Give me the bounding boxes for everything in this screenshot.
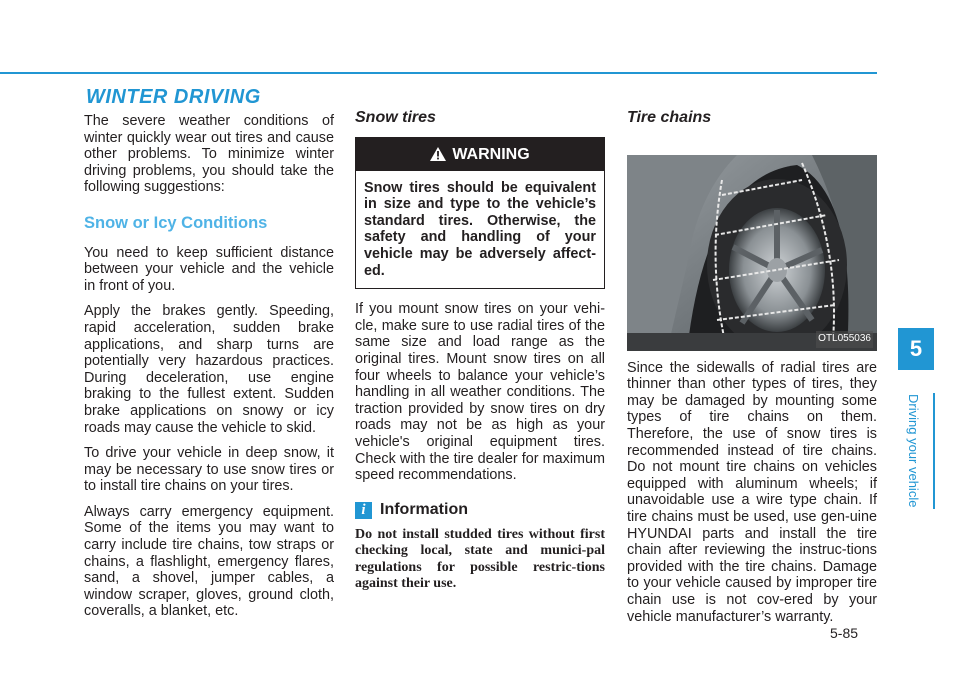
information-label: Information [380, 500, 468, 518]
chapter-label: Driving your vehicle [906, 394, 921, 508]
paragraph: You need to keep sufficient distance between your vehicle and the vehicle in front of you. [84, 244, 334, 294]
warning-label: WARNING [452, 145, 530, 163]
paragraph: Apply the brakes gently. Speeding, rapid acceleration, sudden brake applications, and sharp turns are potentially very hazardous practices. During deceleration, use engine braking to the fullest extent. Sudden brake applications on snowy or icy roads may cause the vehicle to skid. [84, 303, 334, 436]
column-middle [355, 110, 605, 593]
information-text: Do not install studded tires without first checking local, state and munici-pal regulations for possible restric-tions against their use. [355, 526, 605, 592]
page-number: 5-85 [830, 625, 859, 641]
warning-text: Snow tires should be equivalent in size and type to the vehicle’s standard tires. Otherwise, the safety and handling of your vehicle may be adversely affect-ed. [364, 179, 596, 279]
top-rule [0, 72, 877, 74]
chapter-tab: 5 [898, 328, 934, 370]
section-title: WINTER DRIVING [86, 86, 261, 108]
column-right [627, 110, 877, 634]
paragraph: Since the sidewalls of radial tires are thinner than other types of tires, they may be damaged by mounting some types of tire chains on them. Therefore, the use of snow tires is recommended instead of tire chains. Do not mount tire chains on vehicles equipped with aluminum wheels; if unavoidable use a wire type chain. If tire chains must be used, use gen-uine HYUNDAI parts and install the tire chain after reviewing the instruc-tions provided with the tire chains. Damage to your vehicle caused by improper tire chain use is not cov-ered by your vehicle manufacturer’s warranty. [627, 359, 877, 625]
chapter-rule [933, 393, 935, 509]
info-icon: i [355, 502, 372, 519]
heading-tire-chains: Tire chains [627, 109, 712, 126]
paragraph: To drive your vehicle in deep snow, it may be necessary to use snow tires or to install tire chains on your tires. [84, 445, 334, 495]
warning-box [355, 137, 605, 290]
paragraph: If you mount snow tires on your vehi-cle, make sure to use radial tires of the same size and load range as the original tires. Mount snow tires on all four wheels to balance your vehicle’s handling in all weather conditions. The traction provided by snow tires on dry roads may not be as high as your vehicle's original equipment tires. Check with the tire dealer for maximum speed recommendations. [355, 301, 605, 484]
paragraph: Always carry emergency equipment. Some of the items you may want to carry include tire chains, tow straps or chains, a flashlight, emergency flares, sand, a shovel, jumper cables, a window scraper, gloves, ground cloth, coveralls, a blanket, etc. [84, 503, 334, 620]
warning-triangle-icon [430, 147, 446, 161]
heading-snow-tires: Snow tires [355, 109, 436, 126]
column-left [84, 113, 334, 629]
intro-paragraph: The severe weather conditions of winter quickly wear out tires and cause other problems. To minimize winter driving problems, you should take the following suggestions: [84, 113, 334, 196]
warning-header [356, 138, 604, 171]
information-header [355, 502, 605, 519]
tire-chain-figure [627, 155, 877, 351]
tire-chain-illustration [627, 155, 877, 351]
figure-code: OTL055036 [816, 331, 873, 348]
subhead-snow-icy: Snow or Icy Conditions [84, 213, 268, 232]
